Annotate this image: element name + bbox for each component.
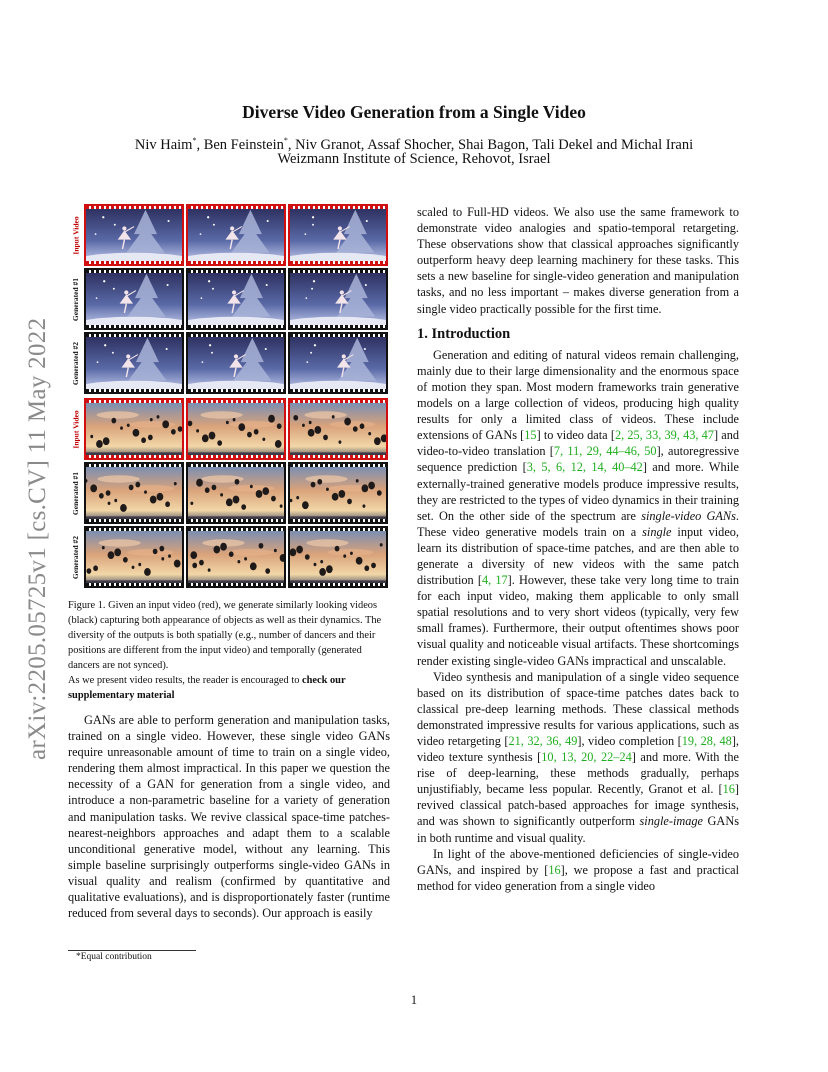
figure-frame-row <box>84 526 388 588</box>
citation-link[interactable]: 15 <box>524 428 537 443</box>
video-frame <box>186 398 286 460</box>
row-label-text: Generated #2 <box>71 535 81 579</box>
ballet-frame-image <box>188 270 284 328</box>
affiliation: Weizmann Institute of Science, Rehovot, Israel <box>277 151 551 167</box>
arxiv-stamp: arXiv:2205.05725v1 [cs.CV] 11 May 2022 <box>24 317 51 760</box>
row-label-text: Generated #1 <box>71 277 81 321</box>
caption-main: Figure 1. Given an input video (red), we generate similarly looking videos (black) capturing both appearance of objects as well as their dynamics. The diversity of the outputs is both spatially (e.g., number of dancers and their positions are different from the input video) and temporally (generated dancers are not synced). <box>68 600 382 671</box>
figure-row-label <box>68 526 84 588</box>
video-frame <box>84 462 184 524</box>
balloons-frame-image <box>86 400 182 458</box>
intro-paragraph-1: Generation and editing of natural videos remain challenging, mainly due to their large dimensionality and the enormous space of motion they span. Most modern frameworks train generative models on a large collection of videos, producing high quality results for only a limited class of videos. These include extensions of GANs [15] to video data [2, 25, 33, 39, 43, 47] and video-to-video translation [7, 11, 29, 44–46, 50], autoregressive sequence prediction [3, 5, 6, 12, 14, 40–42] and more. While externally-trained generative models produce impressive results, they are restricted to the types of video dynamics in their training set. On the other side of the spectrum are single-video GANs. These video generative models train on a single input video, learn its distribution of space-time patches, and are then able to generate a diversity of new videos with the same patch distribution [4, 17]. However, these take very long time to train for each input video, making them applicable to only small spatial resolutions and to very short videos (typically, very few small frames). Furthermore, their output oftentimes shows poor visual quality and noticeable visual artifacts. These shortcomings render existing single-video GANs impractical and unscalable. <box>417 347 740 668</box>
video-frame <box>186 332 286 394</box>
citation-link[interactable]: 2, 25, 33, 39, 43, 47 <box>614 428 714 443</box>
authors-rest: Niv Granot, Assaf Shocher, Shai Bagon, Tali Dekel and Michal Irani <box>295 136 694 153</box>
balloons-frame-image <box>290 528 386 586</box>
video-frame <box>288 204 388 266</box>
figure-caption <box>68 598 390 703</box>
balloons-frame-image <box>188 400 284 458</box>
ballet-frame-image <box>86 334 182 392</box>
row-label-text: Generated #1 <box>71 471 81 515</box>
figure-row-label <box>68 332 84 394</box>
ballet-frame-image <box>86 270 182 328</box>
figure-frame-row <box>84 204 388 266</box>
paper-title: Diverse Video Generation from a Single Video <box>242 102 586 122</box>
citation-link[interactable]: 19, 28, 48 <box>681 734 732 748</box>
intro-paragraph-2: Video synthesis and manipulation of a single video sequence based on its distribution of space-time patches dates back to classical pre-deep learning methods. These classical methods demonstrated impressive results for various applications, such as video retargeting [21, 32, 36, 49], video completion [19, 28, 48], video texture synthesis [10, 13, 20, 22–24] and more. With the rise of deep-learning, these methods gradually, perhaps unjustifiably, became less popular. Recently, Granot et al. [16] revived classical patch-based approaches for image synthesis, and was shown to significantly outperform single-image GANs in both runtime and visual quality. <box>417 669 740 845</box>
video-frame <box>84 398 184 460</box>
row-label-text: Input Video <box>71 409 81 449</box>
video-frame <box>288 462 388 524</box>
citation-link[interactable]: 10, 13, 20, 22–24 <box>541 750 632 765</box>
video-frame <box>288 526 388 588</box>
page-number: 1 <box>410 993 418 1007</box>
balloons-frame-image <box>290 400 386 458</box>
figure-row-label <box>68 204 84 266</box>
row-label-text: Generated #2 <box>71 341 81 385</box>
citation-link[interactable]: 16 <box>548 862 561 877</box>
row-label-text: Input Video <box>71 215 81 255</box>
video-frame <box>288 332 388 394</box>
emphasis: single-video GANs <box>641 508 736 523</box>
author-2: Ben Feinstein <box>203 136 284 153</box>
balloons-frame-image <box>188 528 284 586</box>
figure-frame-row <box>84 332 388 394</box>
figure-row-label <box>68 462 84 524</box>
video-frame <box>84 204 184 266</box>
balloons-frame-image <box>188 464 284 522</box>
caption-note: As we present video results, the reader is encouraged to <box>68 675 302 686</box>
abstract: GANs are able to perform generation and manipulation tasks, trained on a single video. However, these single video GANs require unreasonable amount of time to train on a single video, rendering them almost impractical. In this paper we question the necessity of a GAN for generation from a single video, and introduce a non-parametric baseline for a variety of generation and manipulation tasks. We revive classical space-time patches-nearest-neighbors approaches and adapt them to a scalable unconditional generative model, without any learning. This simple baseline surprisingly outperforms single-video GANs in visual quality and realism (confirmed by quantitative and qualitative evaluations), and is disproportionately faster (runtime reduced from several days to seconds). Our approach is easily <box>68 713 390 921</box>
balloons-frame-image <box>86 464 182 522</box>
footnote-mark: * <box>192 136 197 145</box>
video-frame <box>288 268 388 330</box>
footnote-mark: * <box>283 136 288 145</box>
video-frame <box>186 268 286 330</box>
figure-frame-row <box>84 462 388 524</box>
balloons-frame-image <box>86 528 182 586</box>
citation-link[interactable]: 21, 32, 36, 49 <box>508 734 578 748</box>
video-frame <box>186 204 286 266</box>
balloons-frame-image <box>290 464 386 522</box>
citation-link[interactable]: 16 <box>722 782 735 797</box>
video-frame <box>84 268 184 330</box>
figure-row-label <box>68 398 84 460</box>
author-list: Niv Haim*, Ben Feinstein*, Niv Granot, Assaf Shocher, Shai Bagon, Tali Dekel and Michal Irani <box>134 136 694 153</box>
supplementary-link[interactable]: check our supplementary material <box>68 675 346 701</box>
ballet-frame-image <box>290 334 386 392</box>
footnote-rule <box>68 950 196 951</box>
video-frame <box>84 526 184 588</box>
figure-row-label <box>68 268 84 330</box>
emphasis: single-image <box>639 814 704 829</box>
video-frame <box>186 462 286 524</box>
citation-link[interactable]: 4, 17 <box>481 573 508 588</box>
figure-frame-row <box>84 398 388 460</box>
ballet-frame-image <box>290 270 386 328</box>
citation-link[interactable]: 7, 11, 29, 44–46, 50 <box>553 444 657 459</box>
footnote: *Equal contribution <box>76 952 152 962</box>
ballet-frame-image <box>290 206 386 264</box>
emphasis: single <box>642 524 672 539</box>
figure-1 <box>68 200 390 586</box>
right-column <box>417 204 739 894</box>
ballet-frame-image <box>188 334 284 392</box>
intro-paragraph-3: In light of the above-mentioned deficiencies of single-video GANs, and inspired by [16], we propose a fast and practical method for video generation from a single video <box>417 846 739 893</box>
figure-frame-row <box>84 268 388 330</box>
video-frame <box>288 398 388 460</box>
author-1: Niv Haim <box>134 136 193 153</box>
ballet-frame-image <box>86 206 182 264</box>
video-frame <box>186 526 286 588</box>
video-frame <box>84 332 184 394</box>
citation-link[interactable]: 3, 5, 6, 12, 14, 40–42 <box>526 460 643 475</box>
ballet-frame-image <box>188 206 284 264</box>
abstract-continued: scaled to Full-HD videos. We also use the same framework to demonstrate video analogies and spatio-temporal retargeting. These observations show that classical approaches significantly outperform heavy deep learning machinery for these tasks. This sets a new baseline for single-video generation and manipulation tasks, and no less important – makes diverse generation from a single video practically possible for the first time. <box>417 205 739 316</box>
section-heading: 1. Introduction <box>417 325 511 342</box>
